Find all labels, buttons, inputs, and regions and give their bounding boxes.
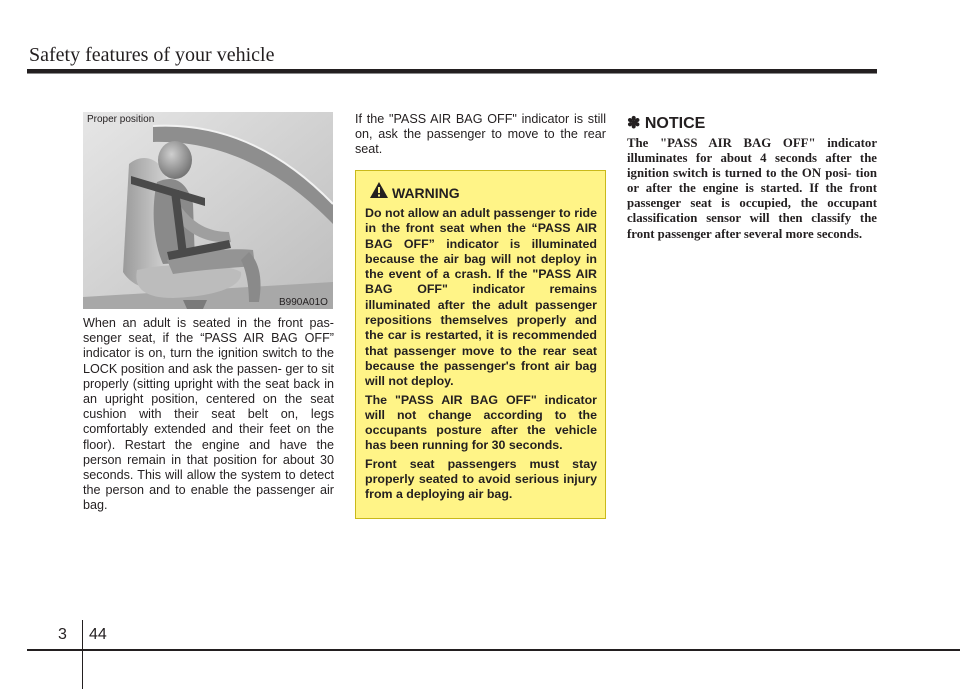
body-paragraph-left: When an adult is seated in the front pas- senger seat, if the “PASS AIR BAG OFF” indicator is on, turn the ignition switch to the LOCK position and ask the passen- ger to sit properly (sitting upright with the seat back in an upright position, centered on the seat cushion with their seat belt on, legs comfortably extended and their feet on the floor). Restart the engine and have the person remain in that position for about 30 seconds. This will allow the system to detect the person and to enable the passenger air bag. <box>83 316 334 513</box>
warning-paragraph-3: Front seat passengers must stay properly seated to avoid serious injury from a deploying air bag. <box>365 456 597 502</box>
seated-passenger-illustration <box>83 112 333 309</box>
figure-code: B990A01O <box>279 297 328 308</box>
warning-paragraph-1: Do not allow an adult passenger to ride in the front seat when the “PASS AIR BAG OFF” indicator is illuminated because the air bag will not deploy in the event of a crash. If the "PASS AIR BAG OFF" indicator remains illuminated after the adult passenger repositions themselves properly and the car is restarted, it is recommended that passenger move to the rear seat because the passenger's front air bag will not deploy. <box>365 206 597 389</box>
warning-paragraph-2: The "PASS AIR BAG OFF" indicator will not change according to the occupants posture after the vehicle has been running for 30 seconds. <box>365 392 597 453</box>
section-number: 3 <box>58 626 67 643</box>
header-title: Safety features of your vehicle <box>29 44 275 66</box>
warning-title: WARNING <box>392 185 460 201</box>
figure-label: Proper position <box>87 114 155 125</box>
footer-divider <box>82 620 83 689</box>
page-number: 44 <box>89 626 107 643</box>
warning-triangle-icon <box>369 181 389 199</box>
notice-body: The "PASS AIR BAG OFF" indicator illuminates for about 4 seconds after the ignition switch is turned to the ON posi- tion or after the engine is started. If the front passenger seat is occupied, the occupant classification sensor will then classify the front passenger after several more seconds. <box>627 136 877 241</box>
body-paragraph-middle: If the "PASS AIR BAG OFF" indicator is still on, ask the passenger to move to the rear seat. <box>355 112 606 157</box>
header-rule-shadow <box>27 73 877 74</box>
footer-rule <box>27 649 960 651</box>
warning-box <box>355 170 606 519</box>
warning-body <box>365 206 597 506</box>
notice-title: ✽ NOTICE <box>627 115 706 132</box>
proper-position-figure <box>83 112 333 309</box>
